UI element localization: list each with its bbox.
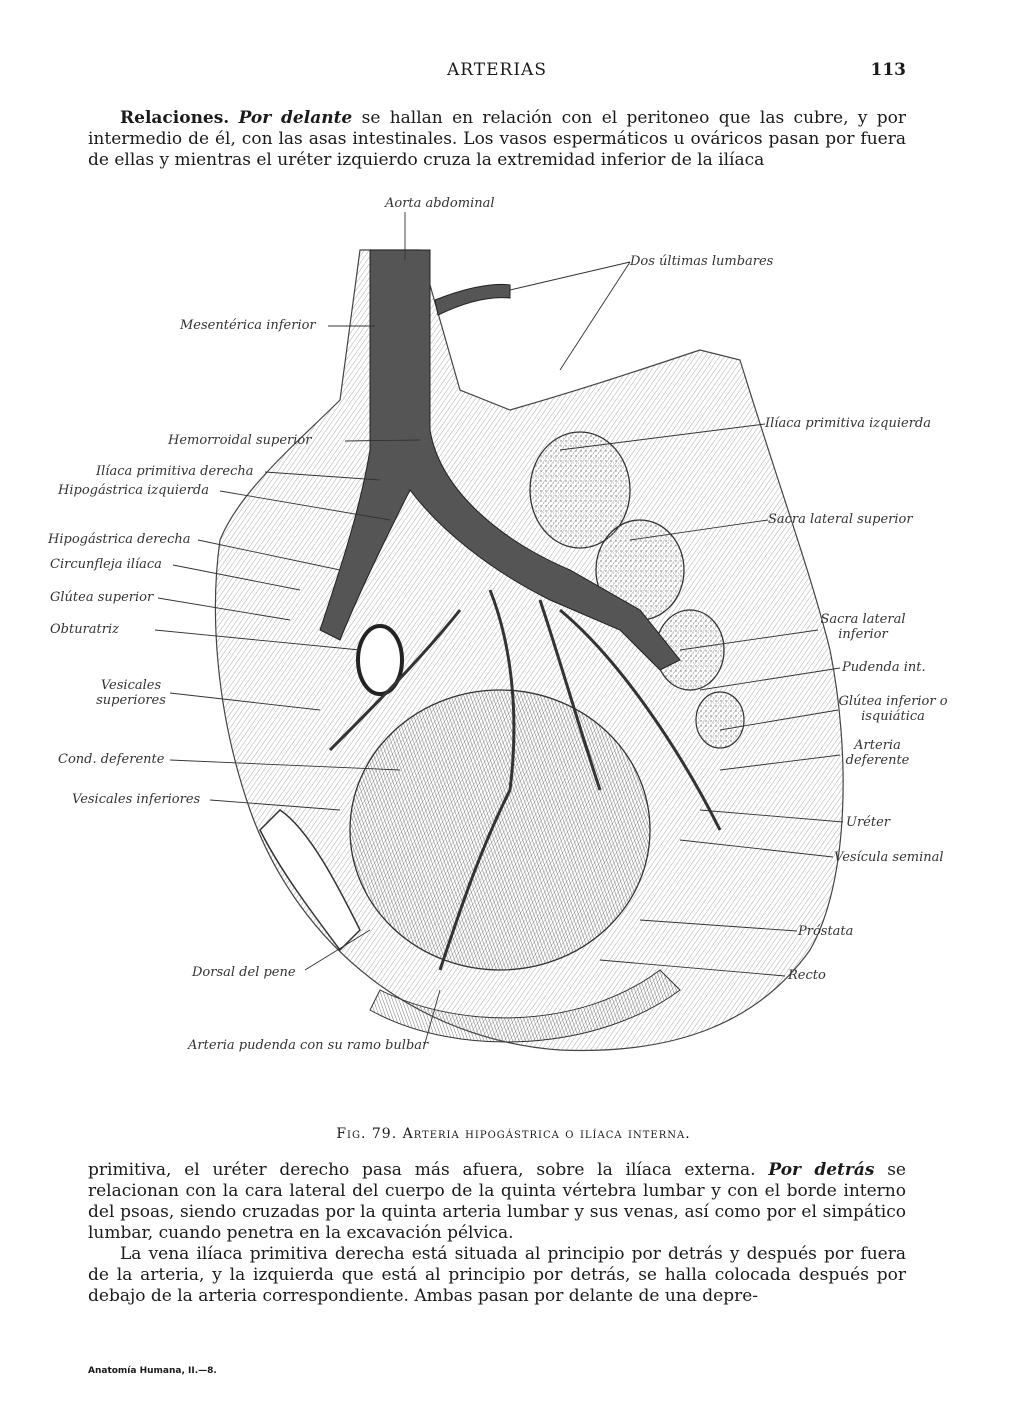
label-vesicula-seminal: Vesícula seminal <box>834 850 944 865</box>
label-vesicales-inferiores: Vesicales inferiores <box>72 792 201 807</box>
paragraph-bottom-emphasis: Por detrás <box>768 1160 875 1180</box>
anatomical-figure <box>40 190 1000 1090</box>
running-title: ARTERIAS <box>447 60 547 80</box>
lumbar-branch <box>435 284 510 315</box>
label-aorta-abdominal: Aorta abdominal <box>385 196 495 211</box>
paragraph-bottom-part1: primitiva, el uréter derecho pasa más afuera, sobre la ilíaca externa. <box>88 1160 769 1180</box>
running-head <box>88 60 906 90</box>
bladder-region <box>350 690 650 970</box>
paragraph-bottom-part2: se relacionan con la cara lateral del cuerpo de la quinta vértebra lumbar y con el borde interno del psoas, siendo cruzadas por la quinta arteria lumbar y sus venas, así como por el simpático lumbar, cuando penetra en la excavación pélvica. <box>88 1160 906 1243</box>
label-recto: Recto <box>788 968 826 983</box>
label-hemorroidal-superior: Hemorroidal superior <box>168 433 312 448</box>
label-vesicales-superiores: Vesicales superiores <box>96 678 166 708</box>
paragraph-text: se hallan en relación con el peritoneo que las cubre, y por intermedio de él, con las asas intestinales. Los vasos espermáticos u ováricos pasan por fuera de ellas y mientras el uréter izquierdo cruza la extremidad inferior de la ilíaca <box>88 108 907 170</box>
paragraph-continuation <box>88 1160 906 1307</box>
vertebra-4 <box>696 692 744 748</box>
label-dos-ultimas-lumbares: Dos últimas lumbares <box>630 254 774 269</box>
label-arteria-deferente: Arteria deferente <box>845 738 910 768</box>
label-iliaca-primitiva-derecha: Ilíaca primitiva derecha <box>96 464 254 479</box>
label-hipogastrica-derecha: Hipogástrica derecha <box>48 532 191 547</box>
footer-note: Anatomía Humana, II.—8. <box>88 1366 217 1376</box>
label-ureter: Uréter <box>846 815 890 830</box>
label-dorsal-del-pene: Dorsal del pene <box>192 965 296 980</box>
figure-caption: Fig. 79. Arteria hipogástrica o ilíaca interna. <box>336 1126 691 1142</box>
paragraph-vena-iliaca: La vena ilíaca primitiva derecha está situada al principio por detrás y después por fuera de la arteria, y la izquierda que está al principio por detrás, se halla colocada después por debajo de la arteria correspondiente. Ambas pasan por delante de una depre- <box>88 1244 906 1306</box>
label-iliaca-primitiva-izquierda: Ilíaca primitiva izquierda <box>765 416 931 431</box>
paragraph-relaciones <box>88 108 906 171</box>
label-mesenterica-inferior: Mesentérica inferior <box>180 318 316 333</box>
label-glutea-inferior: Glútea inferior o isquiática <box>838 694 948 724</box>
label-sacra-lateral-superior: Sacra lateral superior <box>768 512 913 527</box>
label-obturatriz: Obturatriz <box>50 622 119 637</box>
paragraph-emphasis: Por delante <box>238 108 353 128</box>
label-circunfleja-iliaca: Circunfleja ilíaca <box>50 557 162 572</box>
paragraph-lead: Relaciones. <box>120 108 230 128</box>
label-cond-deferente: Cond. deferente <box>58 752 165 767</box>
label-pudenda-bulbar: Arteria pudenda con su ramo bulbar <box>188 1038 429 1053</box>
page-number: 113 <box>870 60 906 80</box>
label-pudenda-int: Pudenda int. <box>842 660 926 675</box>
label-hipogastrica-izquierda: Hipogástrica izquierda <box>58 483 209 498</box>
label-sacra-lateral-inferior: Sacra lateral inferior <box>820 612 906 642</box>
label-prostata: Próstata <box>798 924 854 939</box>
label-glutea-superior: Glútea superior <box>50 590 154 605</box>
